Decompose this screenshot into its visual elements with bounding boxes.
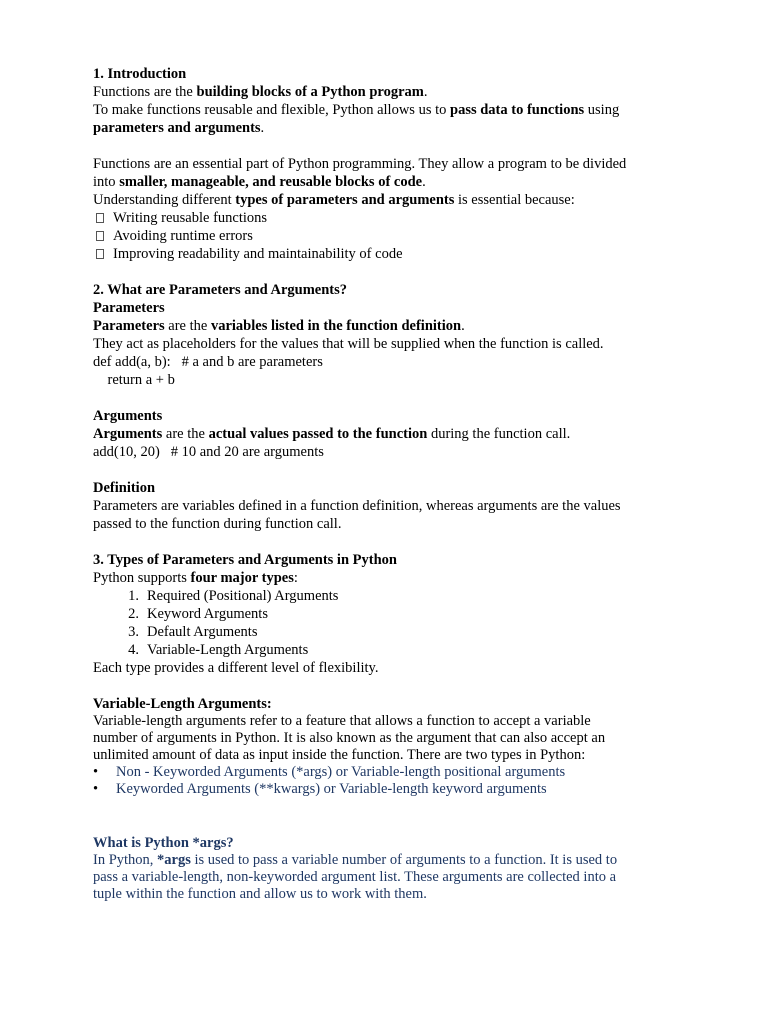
parameters-heading: Parameters xyxy=(93,300,165,316)
code-line: return a + b xyxy=(93,372,175,388)
intro-line-3: parameters and arguments. xyxy=(93,120,265,136)
arguments-heading: Arguments xyxy=(93,408,163,424)
spacer xyxy=(93,816,683,834)
spacer xyxy=(93,798,683,816)
variable-length-paragraph: Variable-length arguments refer to a feature that allows a function to accept a variable number of arguments in Python. It is also known as the argument that can also accept an unlimited amount of data as input inside the function. There are two types in Python: xyxy=(93,713,606,763)
variable-length-heading: Variable-Length Arguments: xyxy=(93,696,272,712)
list-item: 3. Default Arguments xyxy=(128,624,258,640)
spacer xyxy=(93,137,683,155)
checkbox-glyph-icon xyxy=(96,249,104,259)
list-item: Improving readability and maintainability of code xyxy=(93,245,683,263)
spacer xyxy=(93,263,683,281)
list-item: 1. Required (Positional) Arguments xyxy=(128,588,339,604)
list-item: Avoiding runtime errors xyxy=(93,227,683,245)
spacer xyxy=(93,389,683,407)
types-summary: Each type provides a different level of flexibility. xyxy=(93,660,379,676)
document-page xyxy=(93,65,683,903)
intro-paragraph-2-line-2: into smaller, manageable, and reusable blocks of code. xyxy=(93,174,426,190)
code-line: def add(a, b): # a and b are parameters xyxy=(93,354,323,370)
parameters-description: They act as placeholders for the values that will be supplied when the function is called. xyxy=(93,336,604,352)
section-2-heading: 2. What are Parameters and Arguments? xyxy=(93,282,347,298)
intro-paragraph-3: Understanding different types of parameters and arguments is essential because: xyxy=(93,192,575,208)
list-item: • Keyworded Arguments (**kwargs) or Variable-length keyword arguments xyxy=(93,781,547,797)
intro-paragraph-2-line-1: Functions are an essential part of Python programming. They allow a program to be divided xyxy=(93,156,627,172)
args-section-heading: What is Python *args? xyxy=(93,835,234,851)
list-item: 2. Keyword Arguments xyxy=(128,606,268,622)
code-line: add(10, 20) # 10 and 20 are arguments xyxy=(93,444,324,460)
definition-line-2: passed to the function during function call. xyxy=(93,516,342,532)
spacer xyxy=(93,677,683,695)
section-3-heading: 3. Types of Parameters and Arguments in Python xyxy=(93,552,397,568)
checkbox-glyph-icon xyxy=(96,213,104,223)
args-section-paragraph: In Python, *args is used to pass a variable number of arguments to a function. It is used to pass a variable-length, non-keyworded argument list. These arguments are collected into a tuple within the function and allow us to work with them. xyxy=(93,852,618,902)
list-item: Writing reusable functions xyxy=(93,209,683,227)
intro-line-2: To make functions reusable and flexible, Python allows us to pass data to functions using xyxy=(93,102,620,118)
types-list xyxy=(93,587,683,659)
list-item: 4. Variable-Length Arguments xyxy=(128,642,309,658)
section-1-heading: 1. Introduction xyxy=(93,66,187,82)
spacer xyxy=(93,461,683,479)
intro-line-1: Functions are the building blocks of a Python program. xyxy=(93,84,428,100)
types-intro: Python supports four major types: xyxy=(93,570,298,586)
parameters-definition: Parameters are the variables listed in the function definition. xyxy=(93,318,465,334)
definition-line-1: Parameters are variables defined in a function definition, whereas arguments are the values xyxy=(93,498,621,514)
list-item: • Non - Keyworded Arguments (*args) or Variable-length positional arguments xyxy=(93,764,566,780)
spacer xyxy=(93,533,683,551)
arguments-definition: Arguments are the actual values passed to the function during the function call. xyxy=(93,426,571,442)
definition-heading: Definition xyxy=(93,480,156,496)
checkbox-glyph-icon xyxy=(96,231,104,241)
